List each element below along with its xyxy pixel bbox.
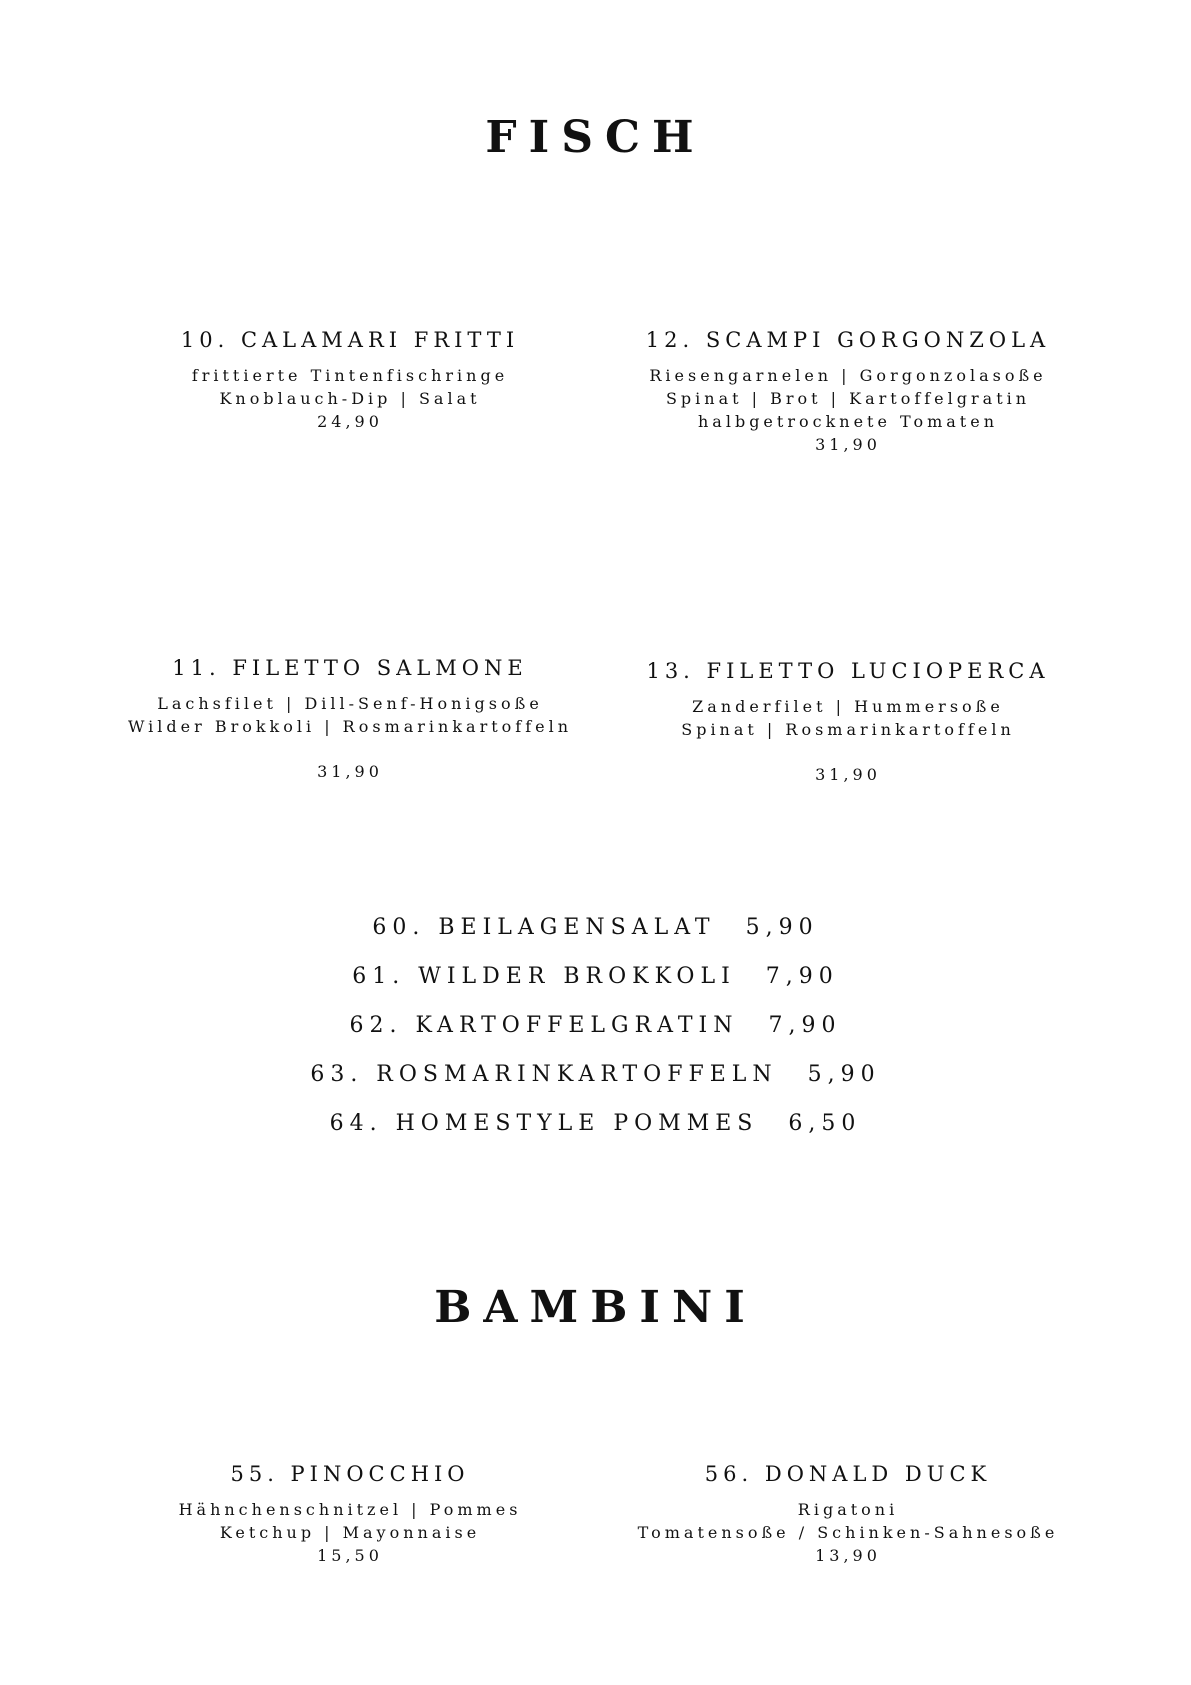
dish-description-line: Zanderfilet | Hummersoße	[692, 697, 1004, 716]
dish-description-line: Riesengarnelen | Gorgonzolasoße	[649, 366, 1047, 385]
dish-name: 11. FILETTO SALMONE	[172, 656, 528, 680]
section-title-bambini: BAMBINI	[434, 1282, 757, 1333]
side-dish-row	[0, 1013, 1191, 1062]
dish-name: 55. PINOCCHIO	[230, 1462, 470, 1486]
dish-price: 24,90	[317, 412, 383, 431]
menu-item-calamari-fritti	[90, 328, 610, 433]
side-dish-row	[0, 915, 1191, 964]
side-dish-price: 5,90	[745, 915, 819, 940]
dish-description-line: frittierte Tintenfischringe	[191, 366, 509, 385]
dish-description-line: Lachsfilet | Dill-Senf-Honigsoße	[157, 694, 543, 713]
side-dish-name: 63. ROSMARINKARTOFFELN	[310, 1062, 778, 1087]
menu-item-donald-duck	[588, 1462, 1108, 1567]
dish-price: 31,90	[815, 765, 881, 784]
side-dishes-list	[0, 915, 1191, 1160]
dish-price: 31,90	[317, 762, 383, 781]
menu-item-scampi-gorgonzola	[588, 328, 1108, 456]
dish-description-line: halbgetrocknete Tomaten	[697, 412, 998, 431]
side-dish-price: 7,90	[765, 964, 839, 989]
dish-name: 10. CALAMARI FRITTI	[180, 328, 520, 352]
dish-description-line: Knoblauch-Dip | Salat	[219, 389, 481, 408]
side-dish-row	[0, 1111, 1191, 1160]
side-dish-price: 5,90	[807, 1062, 881, 1087]
dish-description-line: Spinat | Rosmarinkartoffeln	[681, 720, 1015, 739]
dish-description-line: Tomatensoße / Schinken-Sahnesoße	[637, 1523, 1059, 1542]
menu-item-filetto-lucioperca	[588, 659, 1108, 786]
side-dish-row	[0, 964, 1191, 1013]
dish-description-line: Wilder Brokkoli | Rosmarinkartoffeln	[127, 717, 573, 736]
dish-name: 56. DONALD DUCK	[704, 1462, 992, 1486]
section-title-fisch: FISCH	[485, 112, 706, 163]
side-dish-row	[0, 1062, 1191, 1111]
side-dish-name: 61. WILDER BROKKOLI	[352, 964, 736, 989]
dish-price: 13,90	[815, 1546, 881, 1565]
side-dish-price: 6,50	[788, 1111, 862, 1136]
dish-description-line: Rigatoni	[797, 1500, 899, 1519]
side-dish-name: 62. KARTOFFELGRATIN	[349, 1013, 739, 1038]
dish-name: 13. FILETTO LUCIOPERCA	[646, 659, 1050, 683]
dish-description-line: Spinat | Brot | Kartoffelgratin	[665, 389, 1031, 408]
dish-price: 31,90	[815, 435, 881, 454]
dish-price: 15,50	[317, 1546, 383, 1565]
dish-description-line: Hähnchenschnitzel | Pommes	[178, 1500, 522, 1519]
menu-item-pinocchio	[90, 1462, 610, 1567]
dish-description-line: Ketchup | Mayonnaise	[219, 1523, 481, 1542]
side-dish-name: 60. BEILAGENSALAT	[372, 915, 716, 940]
dish-name: 12. SCAMPI GORGONZOLA	[645, 328, 1051, 352]
menu-item-filetto-salmone	[90, 656, 610, 783]
side-dish-name: 64. HOMESTYLE POMMES	[329, 1111, 759, 1136]
side-dish-price: 7,90	[768, 1013, 842, 1038]
